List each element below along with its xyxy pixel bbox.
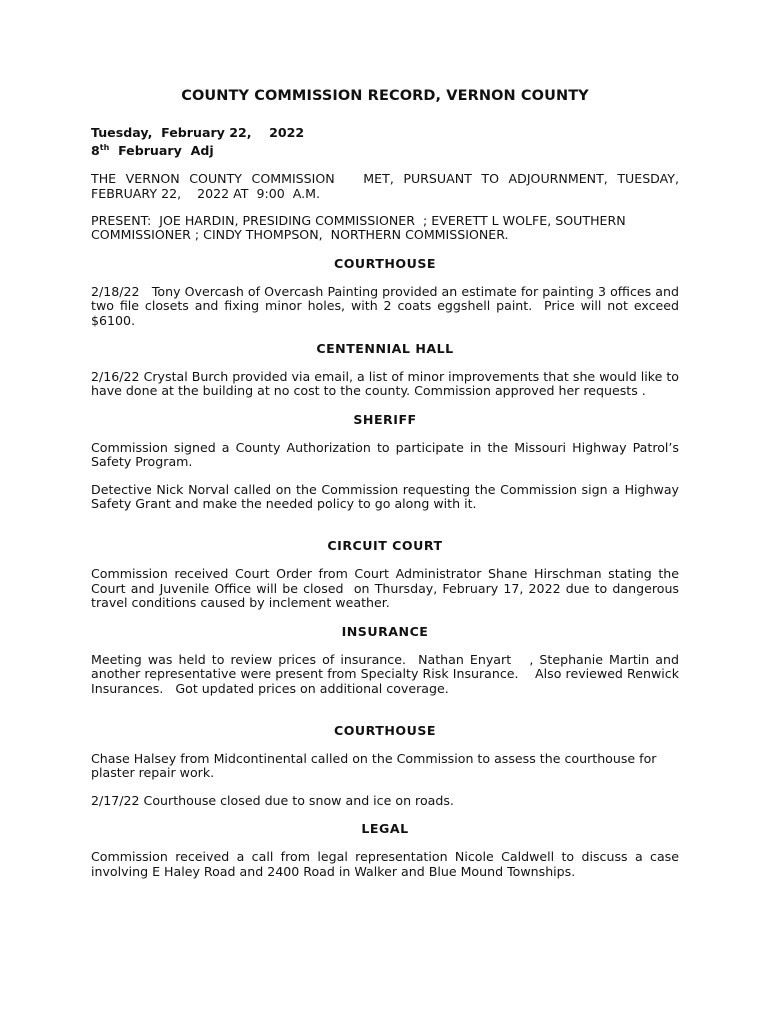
spacer [91,709,679,723]
section-paragraph: Detective Nick Norval called on the Commission requesting the Commission sign a Highway Safety Grant and make the needed policy to go along with it. [91,481,679,512]
section-paragraph: Commission received a call from legal representation Nicole Caldwell to discuss a case involving E Haley Road and 2400 Road in Walker and Blue Mound Townships. [91,849,679,879]
section-paragraph: 2/18/22 Tony Overcash of Overcash Painting provided an estimate for painting 3 offices and two file closets and fixing minor holes, with 2 coats eggshell paint. Price will not exceed $6100. [91,283,684,328]
present-paragraph: PRESENT: JOE HARDIN, PRESIDING COMMISSIONER ; EVERETT L WOLFE, SOUTHERN COMMISSIONER ; CINDY THOMPSON, NORTHERN COMMISSIONER. [91,213,650,243]
spacer [91,524,679,538]
intro-paragraph: THE VERNON COUNTY COMMISSION MET, PURSUANT TO ADJOURNMENT, TUESDAY, FEBRUARY 22, 2022 AT 9:00 A.M. [91,171,684,201]
section-heading-sheriff: SHERIFF [353,411,417,427]
meeting-date [91,126,679,158]
document-title: COUNTY COMMISSION RECORD, VERNON COUNTY [181,88,589,104]
section-paragraph: Commission signed a County Authorization to participate in the Missouri Highway Patrol’s Safety Program. [91,439,679,470]
section-heading-circuit-court: CIRCUIT COURT [327,538,443,554]
section-paragraph: 2/16/22 Crystal Burch provided via email, a list of minor improvements that she would like to have done at the building at no cost to the county. Commission approved her requests . [91,369,679,399]
adjourned-line: 8th February Adj [91,142,214,158]
section-heading-insurance: INSURANCE [341,623,429,639]
section-heading-centennial-hall: CENTENNIAL HALL [316,341,454,357]
section-paragraph: Commission received Court Order from Court Administrator Shane Hirschman stating the Court and Juvenile Office will be closed on Thursday, February 17, 2022 due to dangerous travel conditions caused by inclement weather. [91,566,684,611]
section-heading-courthouse-2: COURTHOUSE [333,722,437,738]
section-heading-legal: LEGAL [361,821,409,837]
section-heading-courthouse: COURTHOUSE [333,255,437,271]
section-paragraph: Meeting was held to review prices of insurance. Nathan Enyart , Stephanie Martin and another representative were present from Specialty Risk Insurance. Also reviewed Renwick Insurances. Got updated prices on additional coverage. [91,651,684,696]
date-line: Tuesday, February 22, 2022 [91,125,305,140]
section-paragraph: Chase Halsey from Midcontinental called on the Commission to assess the courthouse for plaster repair work. [91,750,657,781]
section-paragraph: 2/17/22 Courthouse closed due to snow and ice on roads. [91,792,454,808]
